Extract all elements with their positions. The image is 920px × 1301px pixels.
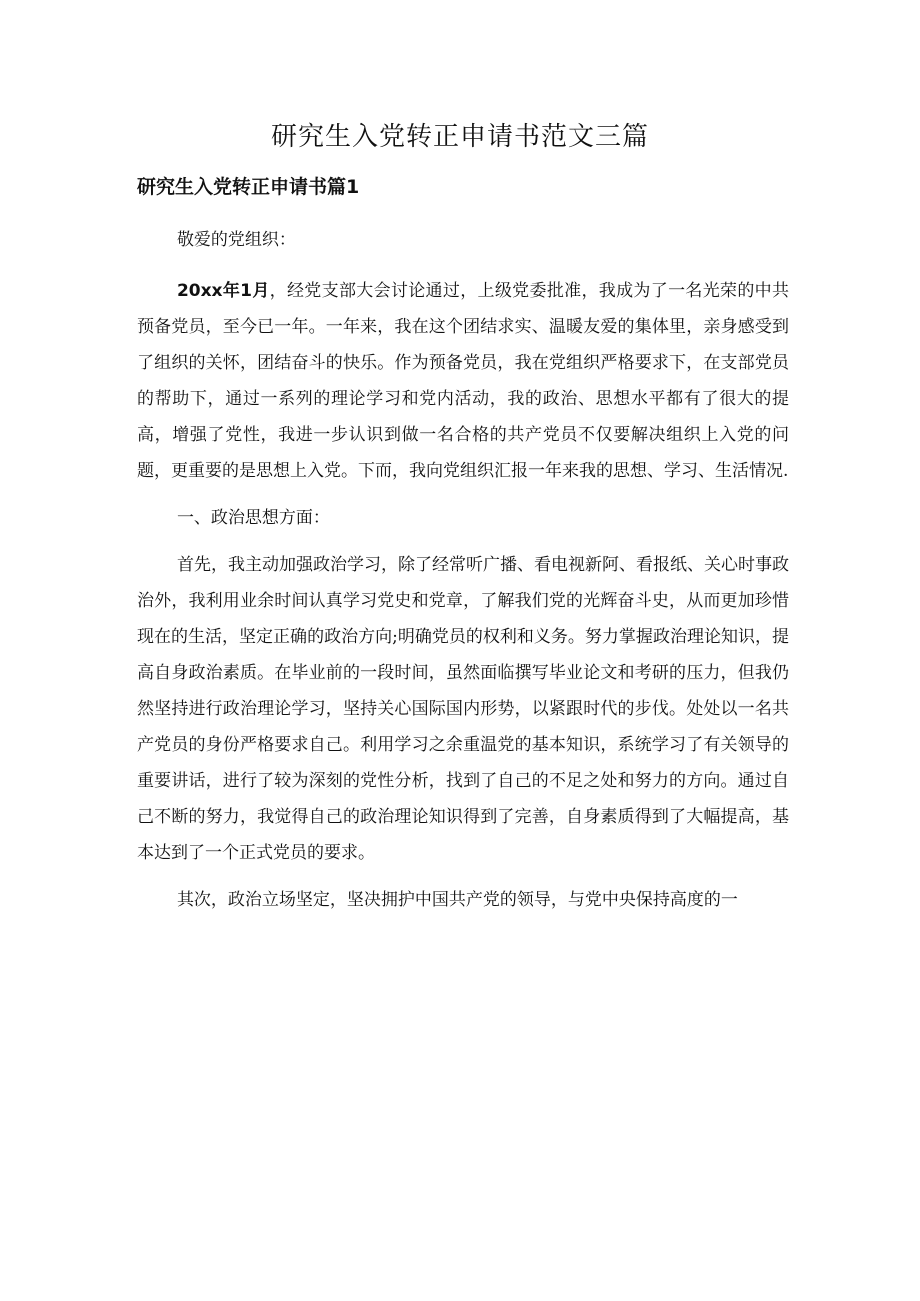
- paragraph-intro: [137, 273, 789, 489]
- subheading-political-thought: 一、政治思想方面：: [176, 508, 330, 528]
- document-body: [137, 222, 789, 929]
- document-title: 研究生入党转正申请书范文三篇: [270, 122, 649, 152]
- date-text: 20xx年1月: [176, 281, 270, 301]
- paragraph-political-stance: 其次，政治立场坚定，坚决拥护中国共产党的领导，与党中央保持高度的一: [176, 890, 738, 910]
- paragraph-intro-text: ，经党支部大会讨论通过，上级党委批准，我成为了一名光荣的中共预备党员，至今已一年。一年来，我在这个团结求实、温暖友爱的集体里，亲身感受到了组织的关怀，团结奋斗的快乐。作为预备党员，我在党组织严格要求下，在支部党员的帮助下，通过一系列的理论学习和党内活动，我的政治、思想水平都有了很大的提高，增强了党性，我进一步认识到做一名合格的共产党员不仅要解决组织上入党的问题，更重要的是思想上入党。下而，我向党组织汇报一年来我的思想、学习、生活情况.: [137, 281, 790, 481]
- paragraph-political-study: 首先，我主动加强政治学习，除了经常听广播、看电视新阿、看报纸、关心时事政治外，我利用业余时间认真学习党史和党章，了解我们党的光辉奋斗史，从而更加珍惜现在的生活，坚定正确的政治方向;明确党员的权利和义务。努力掌握政治理论知识，提高自身政治素质。在毕业前的一段时间，虽然面临撰写毕业论文和考研的压力，但我仍然坚持进行政治理论学习，坚持关心国际国内形势，以紧跟时代的步伐。处处以一名共产党员的身份严格要求自己。利用学习之余重温党的基本知识，系统学习了有关领导的重要讲话，进行了较为深刻的党性分析，找到了自己的不足之处和努力的方向。通过自己不断的努力，我觉得自己的政治理论知识得到了完善，自身素质得到了大幅提高，基本达到了一个正式党员的要求。: [137, 555, 789, 863]
- salutation: 敬爱的党组织：: [176, 230, 296, 250]
- section-heading: 研究生入党转正申请书篇1: [137, 176, 360, 198]
